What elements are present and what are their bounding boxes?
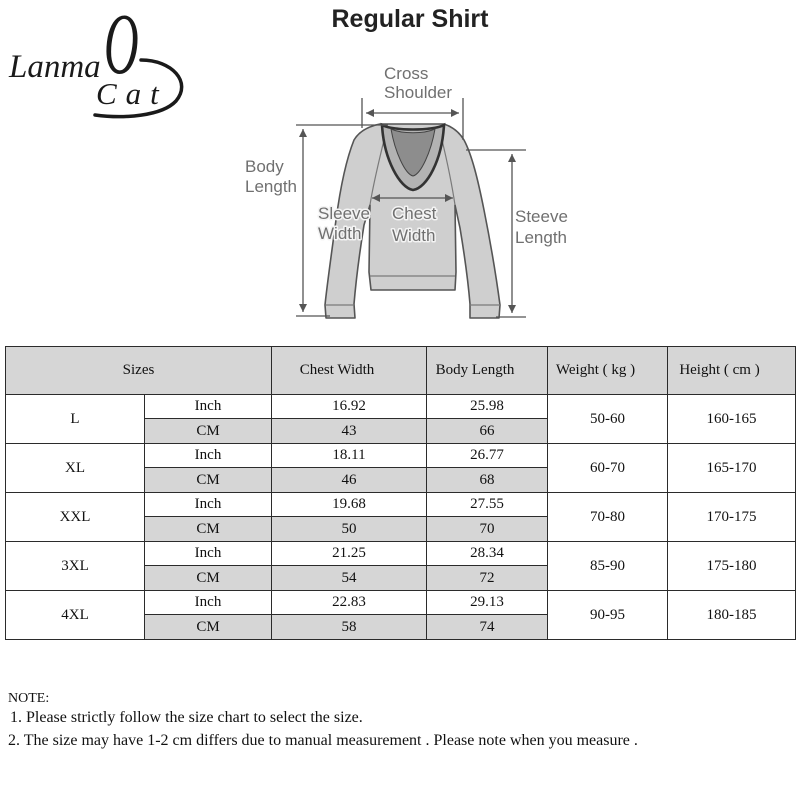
unit-label-cm: CM [145, 566, 272, 591]
body-length-cm: 66 [427, 419, 548, 444]
logo-text-bottom: Cat [96, 76, 168, 111]
label-sleeve-length-line2: Length [515, 228, 567, 247]
size-cell: XL [6, 444, 145, 493]
label-chest-width-line2: Width [392, 226, 436, 245]
chest-width-inch: 19.68 [272, 493, 427, 517]
chest-width-cm: 54 [272, 566, 427, 591]
label-body-length-line1: Body [245, 157, 284, 176]
unit-label-inch: Inch [145, 444, 272, 468]
note-heading: NOTE: [8, 691, 50, 706]
label-cross-shoulder-line2: Shoulder [384, 83, 453, 102]
page-title: Regular Shirt [331, 5, 489, 33]
header-chest-width: Chest Width [272, 347, 427, 395]
unit-label-cm: CM [145, 517, 272, 542]
weight-cell: 70-80 [548, 493, 668, 542]
chest-width-cm: 50 [272, 517, 427, 542]
weight-cell: 90-95 [548, 591, 668, 640]
body-length-inch: 27.55 [427, 493, 548, 517]
table-row-inch [6, 493, 796, 517]
size-cell: 3XL [6, 542, 145, 591]
height-cell: 180-185 [668, 591, 796, 640]
header-row [6, 347, 796, 395]
shirt-diagram [230, 55, 600, 330]
size-chart-table [5, 346, 796, 640]
body-length-cm: 70 [427, 517, 548, 542]
size-cell: XXL [6, 493, 145, 542]
body-length-inch: 28.34 [427, 542, 548, 566]
weight-cell: 50-60 [548, 395, 668, 444]
body-length-cm: 72 [427, 566, 548, 591]
height-cell: 165-170 [668, 444, 796, 493]
chest-width-cm: 43 [272, 419, 427, 444]
size-cell: 4XL [6, 591, 145, 640]
unit-label-inch: Inch [145, 591, 272, 615]
weight-cell: 60-70 [548, 444, 668, 493]
body-length-inch: 29.13 [427, 591, 548, 615]
body-length-inch: 26.77 [427, 444, 548, 468]
table-row-inch [6, 444, 796, 468]
label-cross-shoulder-line1: Cross [384, 64, 429, 83]
chest-width-inch: 16.92 [272, 395, 427, 419]
header-height: Height ( cm ) [668, 347, 796, 395]
table-row-inch [6, 395, 796, 419]
size-cell: L [6, 395, 145, 444]
table-row-inch [6, 591, 796, 615]
height-cell: 175-180 [668, 542, 796, 591]
header-weight: Weight ( kg ) [548, 347, 668, 395]
header-sizes: Sizes [6, 347, 272, 395]
note-line: 2. The size may have 1-2 cm differs due to manual measurement . Please note when you measure . [8, 732, 638, 749]
label-sleeve-width-line1: Sleeve [318, 204, 370, 223]
logo-text-top: Lanma [9, 49, 101, 85]
label-body-length-line2: Length [245, 177, 297, 196]
chest-width-cm: 46 [272, 468, 427, 493]
brand-logo [0, 0, 200, 125]
chest-width-inch: 21.25 [272, 542, 427, 566]
chest-width-inch: 18.11 [272, 444, 427, 468]
body-length-cm: 68 [427, 468, 548, 493]
unit-label-inch: Inch [145, 493, 272, 517]
body-length-cm: 74 [427, 615, 548, 640]
height-cell: 170-175 [668, 493, 796, 542]
unit-label-inch: Inch [145, 395, 272, 419]
header-body-length: Body Length [427, 347, 548, 395]
label-sleeve-length-line1: Steeve [515, 207, 568, 226]
label-sleeve-width-line2: Width [318, 224, 362, 243]
height-cell: 160-165 [668, 395, 796, 444]
chest-width-inch: 22.83 [272, 591, 427, 615]
unit-label-cm: CM [145, 468, 272, 493]
note-line: 1. Please strictly follow the size chart to select the size. [10, 709, 363, 726]
table-row-inch [6, 542, 796, 566]
unit-label-cm: CM [145, 615, 272, 640]
logo-big-letter: O [104, 0, 139, 93]
body-length-inch: 25.98 [427, 395, 548, 419]
label-chest-width-line1: Chest [392, 204, 437, 223]
unit-label-cm: CM [145, 419, 272, 444]
chest-width-cm: 58 [272, 615, 427, 640]
unit-label-inch: Inch [145, 542, 272, 566]
weight-cell: 85-90 [548, 542, 668, 591]
